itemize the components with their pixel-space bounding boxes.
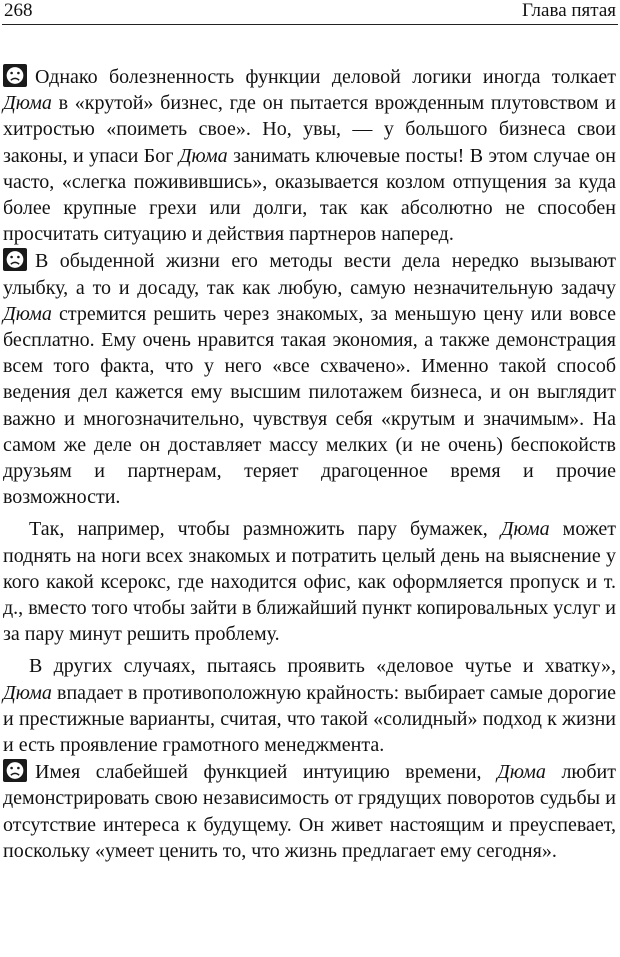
text-run: В других случаях, пытаясь проявить «деловое чутье и хватку», (29, 655, 616, 678)
text-run: В обыденной жизни его методы вести дела нередко вызывают улыбку, а то и досаду, так как любую, самую незначительную задачу (3, 250, 616, 299)
text-run: Так, например, чтобы размножить пару бумажек, (29, 518, 501, 541)
text-run: может поднять на ноги всех знакомых и потратить целый день на выяснение у кого какой ксерокс, где находится офис, как оформляется пропуск и т. д., вместо того чтобы зайти в ближайший пункт копировальных услуг и за пару минут решить проблему. (3, 518, 616, 646)
paragraph (3, 64, 616, 247)
italic-name: Дюма (3, 681, 52, 704)
paragraph (3, 516, 616, 647)
paragraph (3, 248, 616, 510)
sad-face-icon (3, 64, 27, 87)
page-body (3, 64, 616, 865)
italic-name: Дюма (178, 144, 228, 167)
text-run: занимать ключевые посты! В этом случае он часто, «слегка поживившись», оказывается козлом отпущения за куда более крупные грехи или долги, так как абсолютно не способен просчитать ситуацию и действия партнеров наперед. (3, 144, 616, 246)
chapter-title: Глава пятая (522, 0, 616, 21)
text-run: Имея слабейшей функцией интуицию времени, (35, 761, 498, 784)
text-run: в «крутой» бизнес, где он пытается врожденным плутовством и хитростью «поиметь свое». Но, увы, — у большого бизнеса свои законы, и упаси Бог (3, 92, 616, 167)
italic-name: Дюма (500, 518, 550, 541)
paragraph (3, 759, 616, 864)
text-run: впадает в противоположную крайность: выбирает самые дорогие и престижные варианты, считая, что такой «солидный» подход к жизни и есть проявление грамотного менеджмента. (3, 681, 616, 757)
text-run: любит демонстрировать свою независимость от грядущих поворотов судьбы и отсутствие интереса к будущему. Он живет настоящим и преуспевает, поскольку «умеет ценить то, что жизнь предлагает ему сегодня». (3, 761, 616, 862)
italic-name: Дюма (3, 92, 52, 115)
italic-name: Дюма (497, 761, 546, 784)
page-number: 268 (4, 0, 33, 21)
sad-face-icon (3, 759, 27, 782)
header-rule (2, 24, 618, 25)
running-header (0, 0, 620, 26)
sad-face-icon (3, 248, 27, 271)
italic-name: Дюма (3, 302, 52, 325)
text-run: Однако болезненность функции деловой логики иногда толкает (35, 66, 616, 88)
text-run: стремится решить через знакомых, за меньшую цену или вовсе бесплатно. Ему очень нравится такая экономия, а также демонстрация всем того факта, что у него «все схвачено». Именно такой способ ведения дел кажется ему высшим пилотажем бизнеса, и он выглядит важно и многозначительно, чувствуя себя «крутым и значимым». На самом же деле он доставляет массу мелких (и не очень) беспокойств друзьям и партнерам, теряет драгоценное время и прочие возможности. (3, 302, 616, 509)
paragraph (3, 653, 616, 758)
